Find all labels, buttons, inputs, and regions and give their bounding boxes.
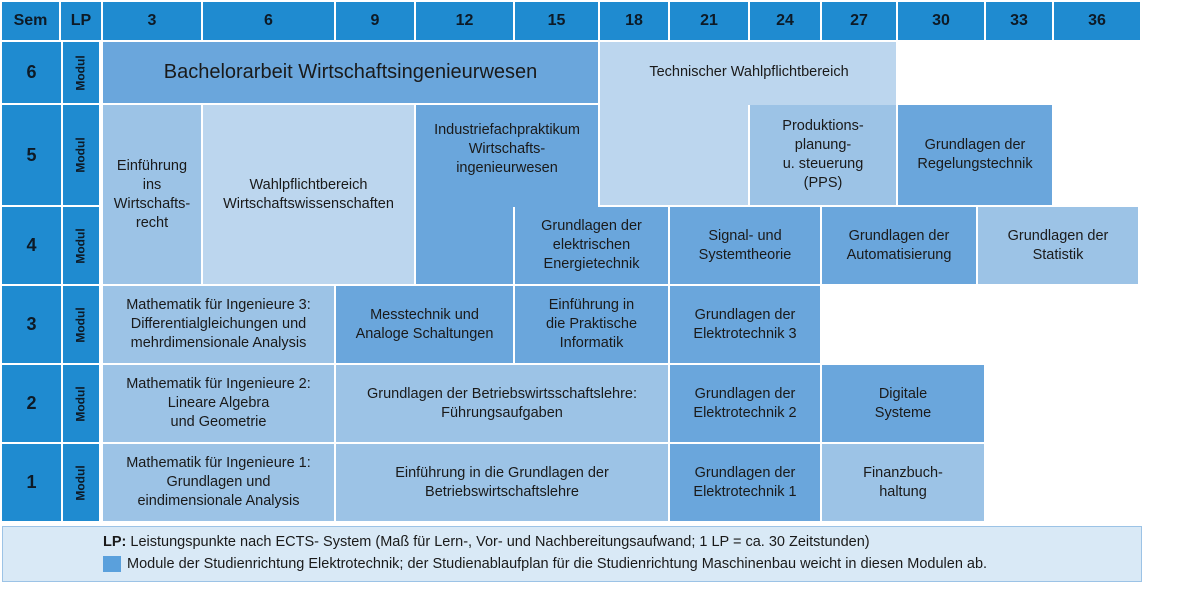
- module-einfuehrung-wirtschaftsrecht: Einführung ins Wirtschafts- recht: [103, 105, 203, 286]
- modul-text: Modul: [73, 137, 88, 173]
- modul-text: Modul: [73, 54, 88, 91]
- modul-text: Modul: [73, 227, 88, 264]
- module-elektrotechnik-3: Grundlagen der Elektrotechnik 3: [670, 286, 822, 365]
- module-grundlagen-energietechnik: Grundlagen der elektrischen Energietechnik: [515, 207, 670, 286]
- semester-5-label: 5: [2, 105, 61, 207]
- header-lp-36: 36: [1054, 2, 1140, 40]
- module-mathematik-3: Mathematik für Ingenieure 3: Differentialgleichungen und mehrdimensionale Analysis: [103, 286, 336, 365]
- header-sem: Sem: [2, 2, 61, 40]
- module-mathematik-1: Mathematik für Ingenieure 1: Grundlagen und eindimensionale Analysis: [103, 444, 336, 523]
- legend-box: [2, 526, 1142, 582]
- semester-1-label: 1: [2, 444, 61, 523]
- semester-1-modul-label: [61, 444, 101, 523]
- semester-6-modul-label: [61, 42, 101, 105]
- module-grundlagen-automatisierung: Grundlagen der Automatisierung: [822, 207, 978, 286]
- module-messtechnik: Messtechnik und Analoge Schaltungen: [336, 286, 515, 365]
- legend-lp-key: LP:: [103, 534, 127, 550]
- module-grundlagen-regelungstechnik: Grundlagen der Regelungstechnik: [898, 105, 1054, 207]
- header-lp-33: 33: [986, 2, 1054, 40]
- module-technischer-wahlpflichtbereich-lower: [600, 105, 750, 207]
- module-wahlpflichtbereich-wirtschaftswissenschaften: Wahlpflichtbereich Wirtschaftswissenschaften: [203, 105, 416, 286]
- header-lp-6: 6: [203, 2, 336, 40]
- legend-color-swatch: [103, 556, 121, 572]
- module-grundlagen-statistik: Grundlagen der Statistik: [978, 207, 1140, 286]
- modul-text: Modul: [73, 385, 88, 422]
- module-praktische-informatik: Einführung in die Praktische Informatik: [515, 286, 670, 365]
- technischer-wahlpflichtbereich-label: Technischer Wahlpflichtbereich: [649, 64, 849, 80]
- semester-3-label: 3: [2, 286, 61, 365]
- module-signal-systemtheorie: Signal- und Systemtheorie: [670, 207, 822, 286]
- semester-2-modul-label: [61, 365, 101, 444]
- header-lp-15: 15: [515, 2, 600, 40]
- legend-lp-line: [103, 534, 870, 550]
- legend-module-text: Module der Studienrichtung Elektrotechnik; der Studienablaufplan für die Studienrichtung Maschinenbau weicht in diesen Modulen ab.: [127, 556, 988, 572]
- module-bwl-einfuehrung: Einführung in die Grundlagen der Betriebswirtschaftslehre: [336, 444, 670, 523]
- header-lp-27: 27: [822, 2, 898, 40]
- header-lp-30: 30: [898, 2, 986, 40]
- module-bwl-fuehrungsaufgaben: Grundlagen der Betriebswirtsschaftslehre: Führungsaufgaben: [336, 365, 670, 444]
- semester-4-modul-label: [61, 207, 101, 286]
- module-bachelorarbeit: Bachelorarbeit Wirtschaftsingenieurwesen: [103, 42, 600, 105]
- modul-text: Modul: [73, 306, 88, 343]
- legend-lp-text: Leistungspunkte nach ECTS- System (Maß für Lern-, Vor- und Nachbereitungsaufwand; 1 LP = ca. 30 Zeitstunden): [126, 534, 870, 550]
- header-lp-12: 12: [416, 2, 515, 40]
- semester-4-label: 4: [2, 207, 61, 286]
- header-lp-21: 21: [670, 2, 750, 40]
- module-elektrotechnik-1: Grundlagen der Elektrotechnik 1: [670, 444, 822, 523]
- semester-6-label: 6: [2, 42, 61, 105]
- module-mathematik-2: Mathematik für Ingenieure 2: Lineare Algebra und Geometrie: [103, 365, 336, 444]
- legend-module-line: [103, 556, 987, 572]
- header-lp-3: 3: [103, 2, 203, 40]
- module-industriefachpraktikum-lower: [416, 207, 515, 286]
- header-lp-9: 9: [336, 2, 416, 40]
- semester-3-modul-label: [61, 286, 101, 365]
- module-digitale-systeme: Digitale Systeme: [822, 365, 986, 444]
- header-lp: LP: [61, 2, 103, 40]
- module-finanzbuchhaltung: Finanzbuch- haltung: [822, 444, 986, 523]
- semester-2-label: 2: [2, 365, 61, 444]
- module-elektrotechnik-2: Grundlagen der Elektrotechnik 2: [670, 365, 822, 444]
- semester-5-modul-label: [61, 105, 101, 207]
- module-pps: Produktions- planung- u. steuerung (PPS): [750, 105, 898, 207]
- modul-text: Modul: [73, 464, 88, 501]
- header-lp-18: 18: [600, 2, 670, 40]
- module-industriefachpraktikum: Industriefachpraktikum Wirtschafts- ingenieurwesen: [416, 105, 600, 207]
- header-lp-24: 24: [750, 2, 822, 40]
